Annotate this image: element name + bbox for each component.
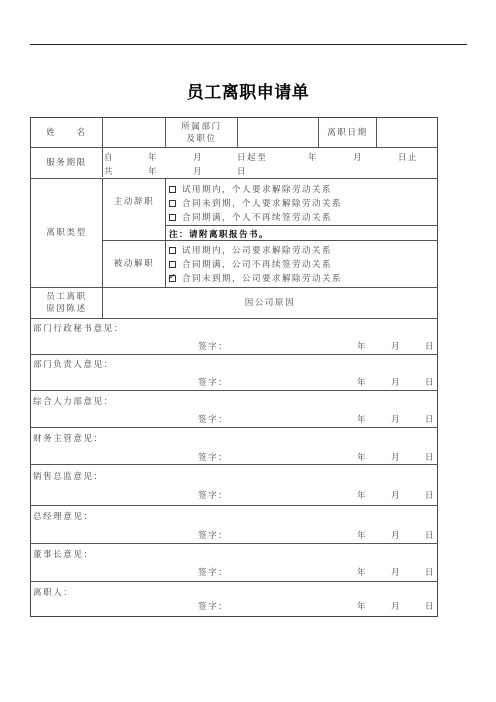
sign-year: 年 [357,378,368,388]
department-position-label [166,118,237,148]
sign-day: 日 [425,453,436,463]
service-from: 自 [104,153,115,163]
form-title: 员工离职申请单 [186,83,310,103]
checkbox-icon[interactable] [169,200,176,207]
passive-option-1-text: 试用期内，公司要求解除劳动关系 [182,246,333,256]
header-rule [30,44,467,45]
checked-checkbox-icon[interactable] [169,275,176,282]
sign-month: 月 [391,378,402,388]
voluntary-option-2[interactable] [169,197,342,209]
sign-label: 签字： [198,568,229,578]
sign-year: 年 [357,415,368,425]
sign-day: 日 [425,531,436,541]
approval-hr-label: 综合人力部意见： [33,397,114,407]
sign-day: 日 [425,378,436,388]
sign-day: 日 [425,491,436,501]
sign-day: 日 [425,415,436,425]
leave-type-label: 离职类型 [46,228,87,238]
approval-sales-director-label: 销售总监意见： [33,472,104,482]
departing-employee-label: 离职人： [33,588,74,598]
passive-option-2[interactable] [169,258,332,270]
service-year-3: 年 [148,167,159,177]
service-day-from: 日起至 [237,153,268,163]
name-label: 姓 名 [46,128,87,138]
voluntary-resignation-label: 主动辞职 [113,197,155,207]
voluntary-option-1-text: 试用期内，个人要求解除劳动关系 [182,185,333,195]
department-label-line1: 所属部门 [181,122,222,132]
voluntary-option-3-text: 合同期满，个人不再续签劳动关系 [182,213,333,223]
department-position-field[interactable] [238,118,318,148]
approval-chairman-label: 董事长意见： [33,550,94,560]
sign-label: 签字： [198,602,229,612]
sign-label: 签字： [198,415,229,425]
sign-month: 月 [391,531,402,541]
reason-label-line2: 原因陈述 [46,304,87,314]
sign-year: 年 [357,342,368,352]
sign-month: 月 [391,602,402,612]
name-field[interactable] [103,118,165,148]
checkbox-icon[interactable] [169,261,176,268]
sign-day: 日 [425,342,436,352]
sign-month: 月 [391,491,402,501]
passive-option-2-text: 合同期满，公司不再续签劳动关系 [182,260,333,270]
service-month-3: 月 [193,167,204,177]
sign-month: 月 [391,568,402,578]
sign-label: 签字： [198,342,229,352]
voluntary-option-3[interactable] [169,211,332,223]
voluntary-option-2-text: 合同未到期，个人要求解除劳动关系 [182,199,343,209]
approval-finance-label: 财务主管意见： [33,434,104,444]
passive-dismissal-label: 被动解职 [113,259,155,269]
checkbox-icon[interactable] [169,186,176,193]
service-total: 共 [104,167,115,177]
service-year-1: 年 [148,153,159,163]
sign-year: 年 [357,602,368,612]
approval-general-manager-label: 总经理意见： [33,512,94,522]
reason-label-line1: 员工离职 [46,292,87,302]
service-month-2: 月 [353,153,364,163]
sign-month: 月 [391,342,402,352]
service-year-2: 年 [308,153,319,163]
approval-admin-secretary-label: 部门行政秘书意见： [33,324,124,334]
passive-option-3-text: 合同未到期，公司要求解除劳动关系 [182,274,343,284]
sign-label: 签字： [198,453,229,463]
sign-label: 签字： [198,491,229,501]
sign-label: 签字： [198,531,229,541]
checkbox-icon[interactable] [169,247,176,254]
sign-year: 年 [357,453,368,463]
passive-option-1[interactable] [169,244,332,256]
leave-date-label: 离职日期 [327,128,368,138]
department-label-line2: 及职位 [186,134,217,144]
approval-dept-head-label: 部门负责人意见： [33,360,114,370]
checkbox-icon[interactable] [169,214,176,221]
voluntary-option-1[interactable] [169,183,332,195]
reason-value[interactable]: 因公司原因 [244,298,296,308]
leave-date-field[interactable] [377,118,437,148]
service-month-1: 月 [193,153,204,163]
sign-day: 日 [425,602,436,612]
resignation-report-note: 注：请附离职报告书。 [169,230,270,240]
sign-month: 月 [391,453,402,463]
sign-year: 年 [357,531,368,541]
sign-month: 月 [391,415,402,425]
reason-label [31,288,102,318]
sign-label: 签字： [198,378,229,388]
sign-day: 日 [425,568,436,578]
service-day-3: 日 [237,167,248,177]
service-day-to: 日止 [398,153,419,163]
passive-option-3[interactable] [169,272,342,284]
service-period-label: 服务期限 [46,158,87,168]
sign-year: 年 [357,568,368,578]
sign-year: 年 [357,491,368,501]
